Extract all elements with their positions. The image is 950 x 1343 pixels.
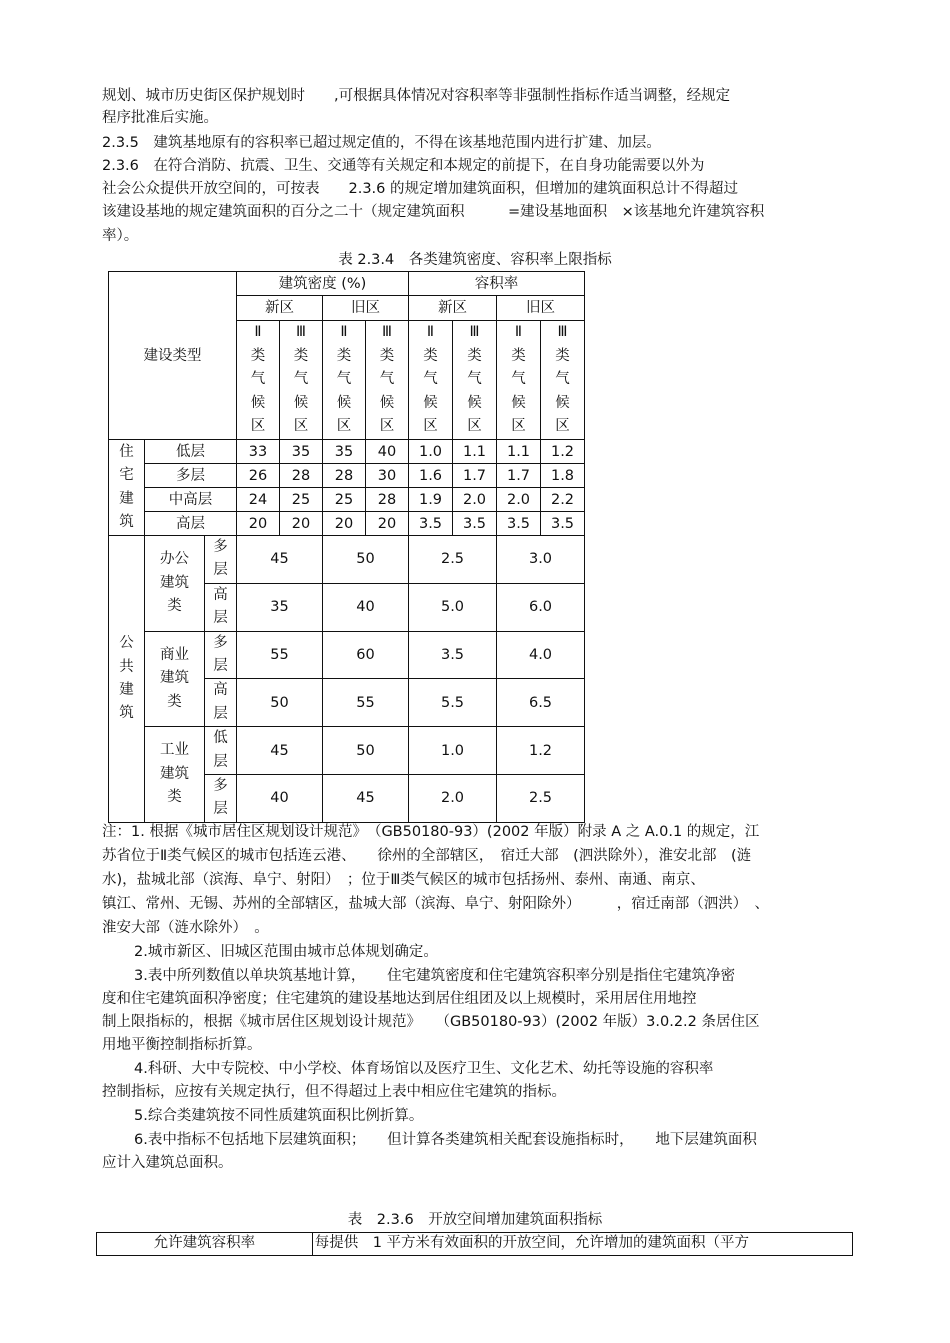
cell: 3.0 xyxy=(497,536,585,584)
cell: 1.2 xyxy=(497,727,585,775)
paragraph-line: 社会公众提供开放空间的，可按表 2.3.6 的规定增加建筑面积，但增加的建筑面积总计不得超过 xyxy=(102,181,738,197)
cell: 2.5 xyxy=(409,536,497,584)
public-group-label: 公 共 建 筑 xyxy=(109,536,145,823)
cell: 2.5 xyxy=(497,775,585,823)
cell: 60 xyxy=(323,631,409,679)
note-2: 2.城市新区、旧城区范围由城市总体规划确定。 xyxy=(134,944,438,960)
cell: 20 xyxy=(237,512,280,536)
header-old-district: 旧区 xyxy=(323,296,409,321)
header-old-district: 旧区 xyxy=(497,296,585,321)
cell: 1.1 xyxy=(453,440,497,464)
table-header-row xyxy=(97,1233,853,1256)
table-row xyxy=(109,488,585,512)
cell: 1.7 xyxy=(497,464,541,488)
cell: 2.0 xyxy=(453,488,497,512)
note-5: 5.综合类建筑按不同性质建筑面积比例折算。 xyxy=(134,1108,424,1124)
open-space-table xyxy=(96,1232,853,1256)
cell: 20 xyxy=(323,512,366,536)
cell: 40 xyxy=(366,440,409,464)
cell: 1.0 xyxy=(409,440,453,464)
sub-label: 多 层 xyxy=(205,631,237,679)
cell: 35 xyxy=(280,440,323,464)
cell: 28 xyxy=(323,464,366,488)
header-zone-2: Ⅱ 类 气 候 区 xyxy=(497,321,541,440)
row-label: 低层 xyxy=(145,440,237,464)
row-label: 中高层 xyxy=(145,488,237,512)
note-3: 3.表中所列数值以单块筑基地计算， 住宅建筑密度和住宅建筑容积率分别是指住宅建筑净密 xyxy=(134,968,736,984)
cell: 5.5 xyxy=(409,679,497,727)
cell: 3.5 xyxy=(541,512,585,536)
sub-label: 高 层 xyxy=(205,583,237,631)
cell: 3.5 xyxy=(409,512,453,536)
table-row xyxy=(109,512,585,536)
header-added-area: 每提供 1 平方米有效面积的开放空间，允许增加的建筑面积（平方 xyxy=(312,1233,852,1256)
cell: 1.1 xyxy=(497,440,541,464)
cell: 30 xyxy=(366,464,409,488)
note-line: 制上限指标的，根据《城市居住区规划设计规范》 （GB50180-93）(2002 年版）3.0.2.2 条居住区 xyxy=(102,1014,760,1030)
note-line: 镇江、常州、无锡、苏州的全部辖区，盐城大部（滨海、阜宁、射阳除外） ，宿迁南部（泗洪） 、 xyxy=(102,896,769,912)
cell: 20 xyxy=(280,512,323,536)
sub-label: 多 层 xyxy=(205,536,237,584)
commercial-category-label: 商业 建筑 类 xyxy=(145,631,205,727)
table-2-3-6-caption: 表 2.3.6 开放空间增加建筑面积指标 xyxy=(347,1212,603,1228)
note-line: 水)，盐城北部（滨海、阜宁、射阳） ；位于Ⅲ类气候区的城市包括扬州、泰州、南通、南京、 xyxy=(102,872,705,888)
cell: 50 xyxy=(237,679,323,727)
cell: 2.2 xyxy=(541,488,585,512)
cell: 24 xyxy=(237,488,280,512)
office-category-label: 办公 建筑 类 xyxy=(145,536,205,632)
cell: 45 xyxy=(237,536,323,584)
cell: 1.9 xyxy=(409,488,453,512)
header-zone-3: Ⅲ 类 气 候 区 xyxy=(453,321,497,440)
cell: 3.5 xyxy=(453,512,497,536)
header-zone-2: Ⅱ 类 气 候 区 xyxy=(323,321,366,440)
clause-2-3-6: 2.3.6 在符合消防、抗震、卫生、交通等有关规定和本规定的前提下，在自身功能需要以外为 xyxy=(102,158,705,174)
cell: 28 xyxy=(280,464,323,488)
clause-2-3-5: 2.3.5 建筑基地原有的容积率已超过规定值的，不得在该基地范围内进行扩建、加层。 xyxy=(102,135,661,151)
sub-label: 高 层 xyxy=(205,679,237,727)
note-line: 用地平衡控制指标折算。 xyxy=(102,1037,262,1053)
cell: 1.0 xyxy=(409,727,497,775)
cell: 50 xyxy=(323,727,409,775)
row-label: 高层 xyxy=(145,512,237,536)
cell: 3.5 xyxy=(497,512,541,536)
cell: 1.6 xyxy=(409,464,453,488)
cell: 2.0 xyxy=(497,488,541,512)
cell: 45 xyxy=(323,775,409,823)
cell: 28 xyxy=(366,488,409,512)
note-6: 6.表中指标不包括地下层建筑面积； 但计算各类建筑相关配套设施指标时， 地下层建筑面积 xyxy=(134,1132,757,1148)
cell: 4.0 xyxy=(497,631,585,679)
cell: 33 xyxy=(237,440,280,464)
header-construction-type: 建设类型 xyxy=(109,272,237,440)
cell: 20 xyxy=(366,512,409,536)
cell: 50 xyxy=(323,536,409,584)
cell: 40 xyxy=(323,583,409,631)
sub-label: 低 层 xyxy=(205,727,237,775)
cell: 25 xyxy=(323,488,366,512)
cell: 1.2 xyxy=(541,440,585,464)
header-zone-3: Ⅲ 类 气 候 区 xyxy=(541,321,585,440)
cell: 1.8 xyxy=(541,464,585,488)
sub-label: 多 层 xyxy=(205,775,237,823)
note-line: 控制指标，应按有关规定执行，但不得超过上表中相应住宅建筑的指标。 xyxy=(102,1084,566,1100)
cell: 1.7 xyxy=(453,464,497,488)
header-allowed-far: 允许建筑容积率 xyxy=(97,1233,313,1256)
cell: 35 xyxy=(323,440,366,464)
cell: 55 xyxy=(323,679,409,727)
row-label: 多层 xyxy=(145,464,237,488)
header-new-district: 新区 xyxy=(409,296,497,321)
paragraph-line: 规划、城市历史街区保护规划时 ,可根据具体情况对容积率等非强制性指标作适当调整，经规定 xyxy=(102,88,731,104)
cell: 25 xyxy=(280,488,323,512)
table-row xyxy=(109,727,585,775)
header-building-density: 建筑密度 (%) xyxy=(237,272,409,296)
paragraph-line: 程序批准后实施。 xyxy=(102,110,218,126)
header-floor-area-ratio: 容积率 xyxy=(409,272,585,296)
table-row xyxy=(109,536,585,584)
table-row xyxy=(109,464,585,488)
note-4: 4.科研、大中专院校、中小学校、体育场馆以及医疗卫生、文化艺术、幼托等设施的容积率 xyxy=(134,1061,714,1077)
header-zone-3: Ⅲ 类 气 候 区 xyxy=(280,321,323,440)
cell: 5.0 xyxy=(409,583,497,631)
paragraph-line: 该建设基地的规定建筑面积的百分之二十（规定建筑面积 =建设基地面积 ×该基地允许建筑容积 xyxy=(102,204,765,220)
note-line: 淮安大部（涟水除外） 。 xyxy=(102,920,269,936)
cell: 6.0 xyxy=(497,583,585,631)
cell: 55 xyxy=(237,631,323,679)
note-line: 注：1. 根据《城市居住区规划设计规范》 （GB50180-93）(2002 年版）附录 A 之 A.0.1 的规定，江 xyxy=(102,824,760,840)
cell: 40 xyxy=(237,775,323,823)
cell: 6.5 xyxy=(497,679,585,727)
density-far-table xyxy=(108,271,585,823)
header-zone-3: Ⅲ 类 气 候 区 xyxy=(366,321,409,440)
note-line: 苏省位于Ⅱ类气候区的城市包括连云港、 徐州的全部辖区， 宿迁大部 (泗洪除外），淮安北部 (涟 xyxy=(102,848,752,864)
cell: 35 xyxy=(237,583,323,631)
table-2-3-4-caption: 表 2.3.4 各类建筑密度、容积率上限指标 xyxy=(338,252,612,268)
table-row xyxy=(109,631,585,679)
industrial-category-label: 工业 建筑 类 xyxy=(145,727,205,823)
header-new-district: 新区 xyxy=(237,296,323,321)
table-row xyxy=(109,440,585,464)
header-zone-2: Ⅱ 类 气 候 区 xyxy=(409,321,453,440)
header-zone-2: Ⅱ 类 气 候 区 xyxy=(237,321,280,440)
note-line: 应计入建筑总面积。 xyxy=(102,1155,233,1171)
note-line: 度和住宅建筑面积净密度；住宅建筑的建设基地达到居住组团及以上规模时，采用居住用地控 xyxy=(102,991,697,1007)
cell: 3.5 xyxy=(409,631,497,679)
cell: 26 xyxy=(237,464,280,488)
cell: 45 xyxy=(237,727,323,775)
paragraph-line: 率）。 xyxy=(102,228,139,244)
residential-group-label: 住 宅 建 筑 xyxy=(109,440,145,536)
cell: 2.0 xyxy=(409,775,497,823)
